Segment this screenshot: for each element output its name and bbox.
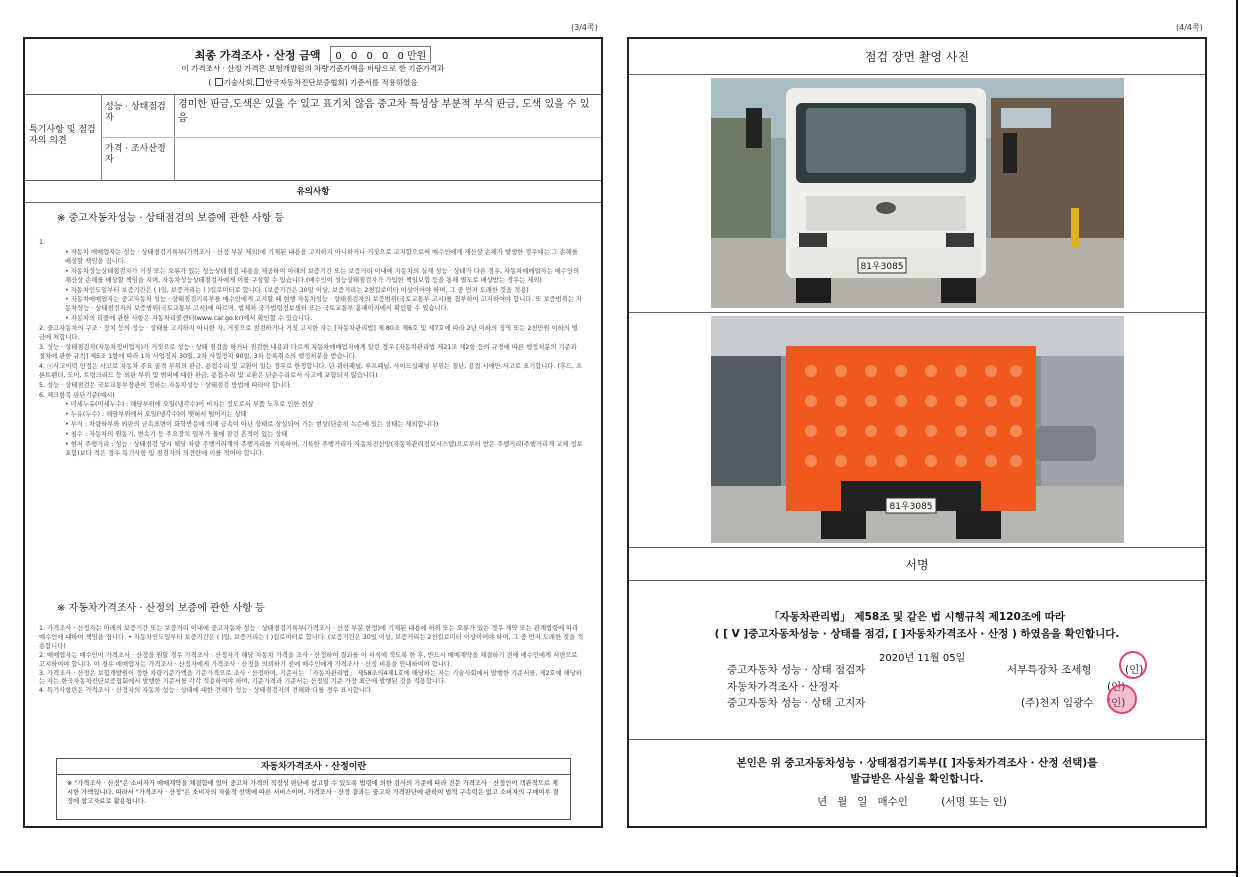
notice-paragraph: 3. 성능 · 상태점검자(자동차정비업자)가 거짓으로 성능 · 상태 점검을 하거나 점검한 내용과 다르게 자동차매매업자에게 알린 경우 [자동차관리법 제21조 제2항 등의 규정에 따른 행정처분의 기준과 절차에 관한 규칙] 제5조 1항에 따라 1차 사업정지 30일, 2차 사업정지 90일, 3차 등록취소의 행정처분을 받습니다. (39, 343, 577, 360)
inspector-label: 중고자동차 성능 · 상태 점검자 (727, 664, 866, 676)
notifier-name: (주)천지 임광수 (1021, 697, 1094, 709)
signature-date: 2020년 11월 05일 (879, 653, 966, 664)
price-assessor-sign-label: 자동차가격조사 · 산정자 (727, 681, 839, 693)
inspection-confirm-line: ( [ V ]중고자동차성능 · 상태를 점검, [ ]자동차가격조사 · 산정 ) 하였음을 확인합니다. (714, 628, 1120, 640)
buyer-confirm-line-1: 본인은 위 중고자동차성능 · 상태점검기록부([ ]자동차가격조사 · 산정 선택)를 (736, 757, 1098, 769)
notice-title: 유의사항 (25, 181, 601, 203)
divider (629, 739, 1205, 740)
truck-front-photo (711, 78, 1124, 308)
buyer-confirm-line-2: 발급받은 사실을 확인합니다. (850, 773, 984, 785)
truck-front-illustration (711, 78, 1124, 308)
page-number-left: (3/4쪽) (571, 23, 598, 32)
notice-paragraph: • 부식 : 차량하부와 외판의 금속표면이 화학반응에 의해 금속이 아닌 상태로 상실되어 가는 현상(단순히 녹슨에 있는 상태는 제외합니다) (65, 421, 439, 429)
price-basis-options: ( 기술사회, 한국자동차진단보증협회) 기준서를 적용하였음 (208, 78, 418, 87)
price-assessment-box-title: 자동차가격조사 · 산정이란 (57, 759, 570, 775)
truck-rear-photo (711, 316, 1124, 543)
notice-paragraph: • 자동차의 리콜에 관한 사항은 자동차리콜센터(www.car.go.kr)에서 확인할 수 있습니다. (65, 315, 313, 323)
notice-paragraph: 5. 성능 · 상태점검은 국토교통부장관이 정하는 자동차성능 · 상태점검 방법에 따라야 합니다. (39, 381, 293, 389)
inspector-name: 서부특장차 조세형 (1007, 664, 1092, 676)
opinion-label: 특기사항 및 점검자의 의견 (29, 125, 96, 146)
divider (101, 95, 102, 181)
final-price-title-row (25, 46, 601, 63)
price-assessor-seal-label: (인) (1107, 681, 1126, 693)
inspector-seal-label: (인) (1125, 664, 1144, 676)
law-reference-line: 「자동차관리법」 제58조 및 같은 법 시행규칙 제120조에 따라 (768, 611, 1066, 623)
notice-paragraph: 4. ⓢ사고이력 인정은 사고로 자동차 주요 골격 부위의 판금, 용접수리 및 교환이 있는 경우로 한정합니다. 단 쿼터패널, 루프패널, 사이드실패널 부위는 절단, 용접 시에만 사고로 표기합니다. (후드, 프론트펜더, 도어, 트렁크리드 등 외판 부위 및 범퍼에 대한 판금, 용접수리 및 교환은 단순수리로서 사고에 포함되지 않습니다) (39, 362, 583, 379)
perf-inspector-label: 성능 · 상태점검자 (105, 102, 166, 123)
price-assessor-label: 가격 · 조사산정자 (105, 144, 166, 165)
notice-paragraph: • 침수 : 자동차의 원동기, 변속기 등 주요장치 일부가 물에 잠긴 흔적이 있는 상태 (65, 431, 288, 439)
buyer-signature-line: 년 월 일 매수인 (서명 또는 인) (817, 796, 1007, 808)
final-price-header (25, 39, 601, 95)
notifier-seal-label: (인) (1107, 697, 1126, 709)
divider (174, 95, 175, 181)
right-page (627, 37, 1207, 828)
front-plate-text: 81우3085 (860, 262, 904, 272)
inspector-seal-stamp (1119, 651, 1147, 679)
notifier-label: 중고자동차 성능 · 상태 고지자 (727, 697, 866, 709)
final-price-amount (330, 46, 431, 63)
final-price-title: 최종 가격조사 · 산정 금액 (194, 49, 321, 62)
notice-paragraph: • 현저 주행거리 : 성능 · 상태점검 당시 해당 차량 주행거리계의 주행거리를 기록하며, 기록한 주행거리가 자동차전산망(자동차관리정보시스템)으로부터 받은 주행거리(주행거리계 교체 정보 포함)보다 적은 경우 특기사항 및 점검자의 의견란에 이를 적어야 합니다. (65, 441, 583, 457)
notice-paragraph: • 자동차 매매업자는 성능 · 상태점검기록부(가격조사 · 산정 부분 제외)에 기재된 내용을 고지하지 아니하거나 거짓으로 고지함으로써 매수인에게 재산상 손해가 발생한 경우에는 그 손해를 배상할 책임을 집니다. (65, 248, 578, 265)
notice-paragraph: 6. 체크항목 판단기준(예시) (39, 391, 115, 399)
price-basis-line: 이 가격조사 · 산정 가격은 보험개발원의 차량기준가액을 바탕으로 한 기준가격과 (181, 64, 445, 73)
notice-paragraph: 3. 가격조사 · 산정은 보험개발원이 정한 차량기준가액을 기준가격으로 조사 · 산정하며, 기준서는 「자동차관리법」 제58조의4제1호에 해당하는 자는 기술사회에서 발행한 기준서를, 제2호에 해당하는 자는 한국자동차진단보증협회에서 발행한 기준서를 각각 적용하여야 하며, 기준가격과 기준서는 산정일 기준 가장 최근에 발행된 것을 적용합니다. (39, 669, 582, 686)
price-assessment-box (56, 758, 571, 820)
divider (629, 312, 1205, 313)
notice-paragraph: • 자동차인도일부터 보증기간은 ( )일, 보증거리는 ( )킬로미터로 합니다. (보증기간은 30일 이상, 보증거리는 2천킬로미터 이상이어야 하며, 그 중 먼저 도래한 것을 적용) (65, 286, 529, 294)
page-frame-bottom-edge (0, 871, 1238, 873)
section1-body (39, 239, 584, 460)
notice-paragraph: • 누유(누수) : 해당부위에서 오일(냉각수)이 맺혀서 떨어지는 상태 (65, 411, 247, 419)
notice-paragraph: • 자동차성능상태점검자가 거짓 또는 오류가 있는 성능상태점검 내용을 제공하여 아래의 보증기간 또는 보증거리 이내에 자동차의 실제 성능 · 상태가 다른 경우, 자동차매매업자는 매수인의 재산상 손해를 배상할 책임을 지며, 자동차성능상태점검자에게 이를 구상할 수 있습니다.(매수인이 성능상태점검자가 가입한 책임보험 등을 통해 별도로 배상받는 경우는 제외) (65, 267, 580, 284)
truck-rear-illustration (711, 316, 1124, 543)
notice-paragraph: 1. 가격조사 · 산정자는 아래의 보증기간 또는 보증거리 이내에 중고자동차 성능 · 상태점검기록부(가격조사 · 산정 부분 한정)에 기재된 내용에 허위 또는 오류가 있는 경우 계약 또는 관계법령에 따라 매수인에 대하여 책임을 집니다. • 자동차인도일부터 보증기간은 ( )일, 보증거리는 ( )킬로미터로 합니다. (보증기간은 30일 이상, 보증거리는 2천킬로미터 이상이어야 하며, 그 중 먼저 도래한 것을 적용합니다) (39, 625, 584, 650)
final-price-unit: 만원 (406, 51, 427, 62)
notice-paragraph: 2. 중고자동차의 구조 · 장치 등의 성능 · 상태를 고지하지 아니한 자, 거짓으로 점검하거나 거짓 고지한 자는 [자동차관리법] 제 80조 제6호 및 제7호에 따라 2년 이하의 징역 또는 2천만원 이하의 벌금에 처합니다. (39, 325, 578, 342)
notice-paragraph: 4. 특기사항란은 가격조사 · 산정자의 자동차 성능 · 상태에 대한 견해가 성능 · 상태점검자의 견해와 다를 경우 표시합니다. (39, 687, 373, 695)
notifier-seal-stamp (1107, 684, 1137, 714)
page-frame-right-edge (1236, 0, 1238, 877)
photo-title: 점검 장면 촬영 사진 (629, 39, 1205, 75)
final-price-value: 0 0 0 0 0 (335, 51, 407, 62)
opinion-section (25, 95, 601, 181)
basis-option-2: 한국자동차진단보증협회) 기준서를 적용하였음 (265, 78, 418, 87)
left-page (23, 37, 603, 828)
divider (101, 137, 601, 138)
checkbox-tech-association[interactable] (215, 78, 223, 86)
section2-title: ※ 자동차가격조사 · 산정의 보증에 관한 사항 등 (57, 603, 265, 614)
perf-inspector-opinion: 경미한 판금,도색은 있을 수 있고 표기치 않음 중고차 특성상 부분적 부식 판금, 도색 있을 수 있음 (178, 99, 590, 124)
notice-paragraph: 1. (39, 239, 46, 246)
section1-title: ※ 중고자동차성능 · 상태점검의 보증에 관한 사항 등 (57, 213, 285, 224)
notice-paragraph: 2. 매매업자는 매수인이 가격조사 · 산정을 원할 경우 가격조사 · 산정자가 해당 자동차 가격을 조사 · 산정하여 결과를 이 서식에 적도록 한 후, 반드시 매매계약을 체결하기 전에 매수인에게 서면으로 고지하여야 합니다. 이 경우 매매업자는 가격조사 · 산정자에게 가격조사 · 산정을 의뢰하기 전에 매수인에게 가격조사 · 산정 비용을 안내하여야 합니다. (39, 651, 578, 668)
section2-body (39, 625, 584, 696)
notice-paragraph: • 미세누유(미세누수) : 해당부위에 오일(냉각수)이 비치는 정도로서 부품 노후로 인한 현상 (65, 401, 314, 409)
notice-paragraph: • 자동차매매업자는 중고자동차 성능 · 상태점검기록부를 매수인에게 고지할 때 현행 자동차성능 · 상태점검자의 보증범위(국토교통부 고시)를 첨부하여 고지하여야 합니다. 또 보증범위는 자동차성능 · 상태점검자의 보증범위(국토교통부 고시)에 따르며, 법제처 국가법령정보센터 또는 국토교통부 홈페이지에서 확인할 수 있습니다. (65, 296, 582, 313)
checkbox-korea-association[interactable] (256, 78, 264, 86)
price-assessment-box-text: ※ "가격조사 · 산정"은 소비자가 매매계약을 체결함에 있어 중고차 가격의 적정성 판단에 참고할 수 있도록 법령에 의한 검사의 기준에 따라 전문 가격조사 · 산정인이 객관적으로 제시한 가액입니다. 따라서 "가격조사 · 산정"은 소비자의 자율적 선택에 따른 서비스이며, 가격조사 · 산정 결과는 중고차 가격판단에 관하여 법적 구속력은 없고 소비자의 구매여부 결정에 참고자료로 활용됩니다. (67, 780, 559, 805)
page-number-right: (4/4쪽) (1176, 23, 1203, 32)
signature-title: 서명 (629, 547, 1205, 581)
basis-option-1: 기술사회, (223, 78, 256, 87)
rear-plate-text: 81우3085 (889, 502, 933, 512)
